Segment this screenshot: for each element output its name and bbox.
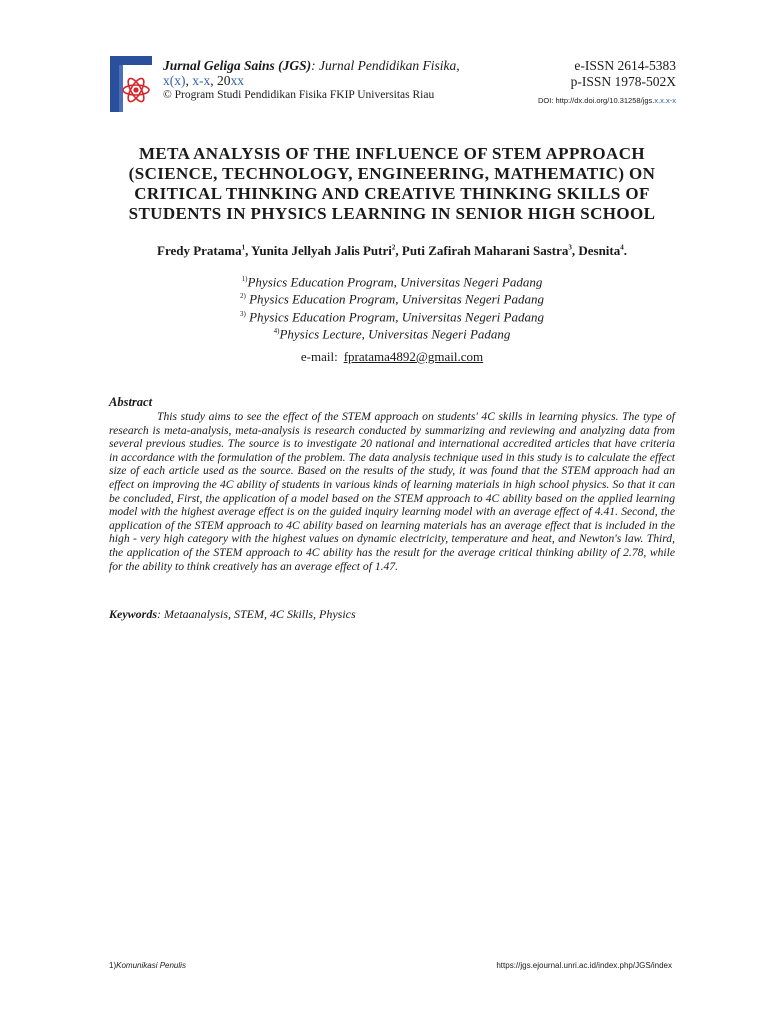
affiliation: $^{2)}$ Physics Education Program, Universitas Negeri Padang xyxy=(240,291,544,307)
abstract-heading: Abstract xyxy=(109,395,153,409)
journal-name: Jurnal Geliga Sains (JGS): Jurnal Pendidikan Fisika, xyxy=(163,58,460,73)
journal-header xyxy=(163,58,460,103)
pissn: p-ISSN 1978-502X xyxy=(570,74,676,89)
paper-title: META ANALYSIS OF THE INFLUENCE OF STEM APPROACH (SCIENCE, TECHNOLOGY, ENGINEERING, MATHEMATIC) ON CRITICAL THINKING AND CREATIVE THINKING SKILLS OF STUDENTS IN PHYSICS LEARNING IN SENIOR HIGH SCHOOL xyxy=(128,144,656,223)
journal-logo xyxy=(110,56,152,112)
email-line xyxy=(150,349,634,365)
author: Yunita Jellyah Jalis Putri$^2$, xyxy=(251,243,402,259)
author-list xyxy=(140,240,644,259)
doi: DOI: http://dx.doi.org/10.31258/jgs.x.x.x-x xyxy=(538,96,676,105)
email-link[interactable]: fpratama4892@gmail.com xyxy=(343,349,484,364)
keywords xyxy=(109,607,356,622)
keywords-label: Keywords xyxy=(109,607,157,621)
footer-url: https://jgs.ejournal.unri.ac.id/index.php/JGS/index xyxy=(496,961,672,970)
issn-block xyxy=(571,58,676,90)
author: Desnita$^4$. xyxy=(578,243,627,259)
volume: x xyxy=(163,73,170,88)
email-label: e-mail: xyxy=(300,349,338,364)
abstract-text: This study aims to see the effect of the STEM approach on students' 4C skills in learning physics. The type of research is meta-analysis, meta-analysis is research conducted by summarizing and reviewing and analyzing data from several previous studies. The source is to investigate 20 national and international accredited articles that have criteria in accordance with the formulation of the problem. The data analysis technique used in this study is to calculate the effect size of each article used as the source. Based on the results of the study, it was found that the STEM approach had an effect on improving the 4C ability of students in various kinds of learning materials in high school physics. So that it can be concluded, First, the application of a model based on the STEM approach to 4C ability based on the applied learning model with the highest average effect is on the guided inquiry learning model with an average effect of 4.41. Second, the application of the STEM approach to 4C ability based on learning materials has an average effect that is included in the high - very high category with the highest values on dynamic electricity, temperature and heat, and Newton's law. Third, the application of the STEM approach to 4C ability has the result for the average critical thinking ability of 2.78, while for the ability to think creatively has an average effect of 1.47. xyxy=(109,410,675,573)
footer-note: 1)Komunikasi Penulis xyxy=(109,961,186,970)
eissn: e-ISSN 2614-5383 xyxy=(574,58,676,73)
affiliation: $^{4)}$Physics Lecture, Universitas Negeri Padang xyxy=(273,326,511,342)
affiliation: $^{1)}$Physics Education Program, Universitas Negeri Padang xyxy=(241,274,543,290)
affiliation-list xyxy=(150,272,634,341)
pages: x-x xyxy=(192,73,211,88)
keywords-list: : Metaanalysis, STEM, 4C Skills, Physics xyxy=(157,607,356,621)
author: Puti Zafirah Maharani Sastra$^3$, xyxy=(401,243,579,259)
affiliation: $^{3)}$ Physics Education Program, Universitas Negeri Padang xyxy=(240,308,544,324)
publisher: © Program Studi Pendidikan Fisika FKIP Universitas Riau xyxy=(163,89,435,101)
journal-volume-line: x(x), x-x, 20xx xyxy=(163,73,244,88)
issue: (x) xyxy=(169,73,186,88)
author: Fredy Pratama$^1$, xyxy=(157,243,252,259)
